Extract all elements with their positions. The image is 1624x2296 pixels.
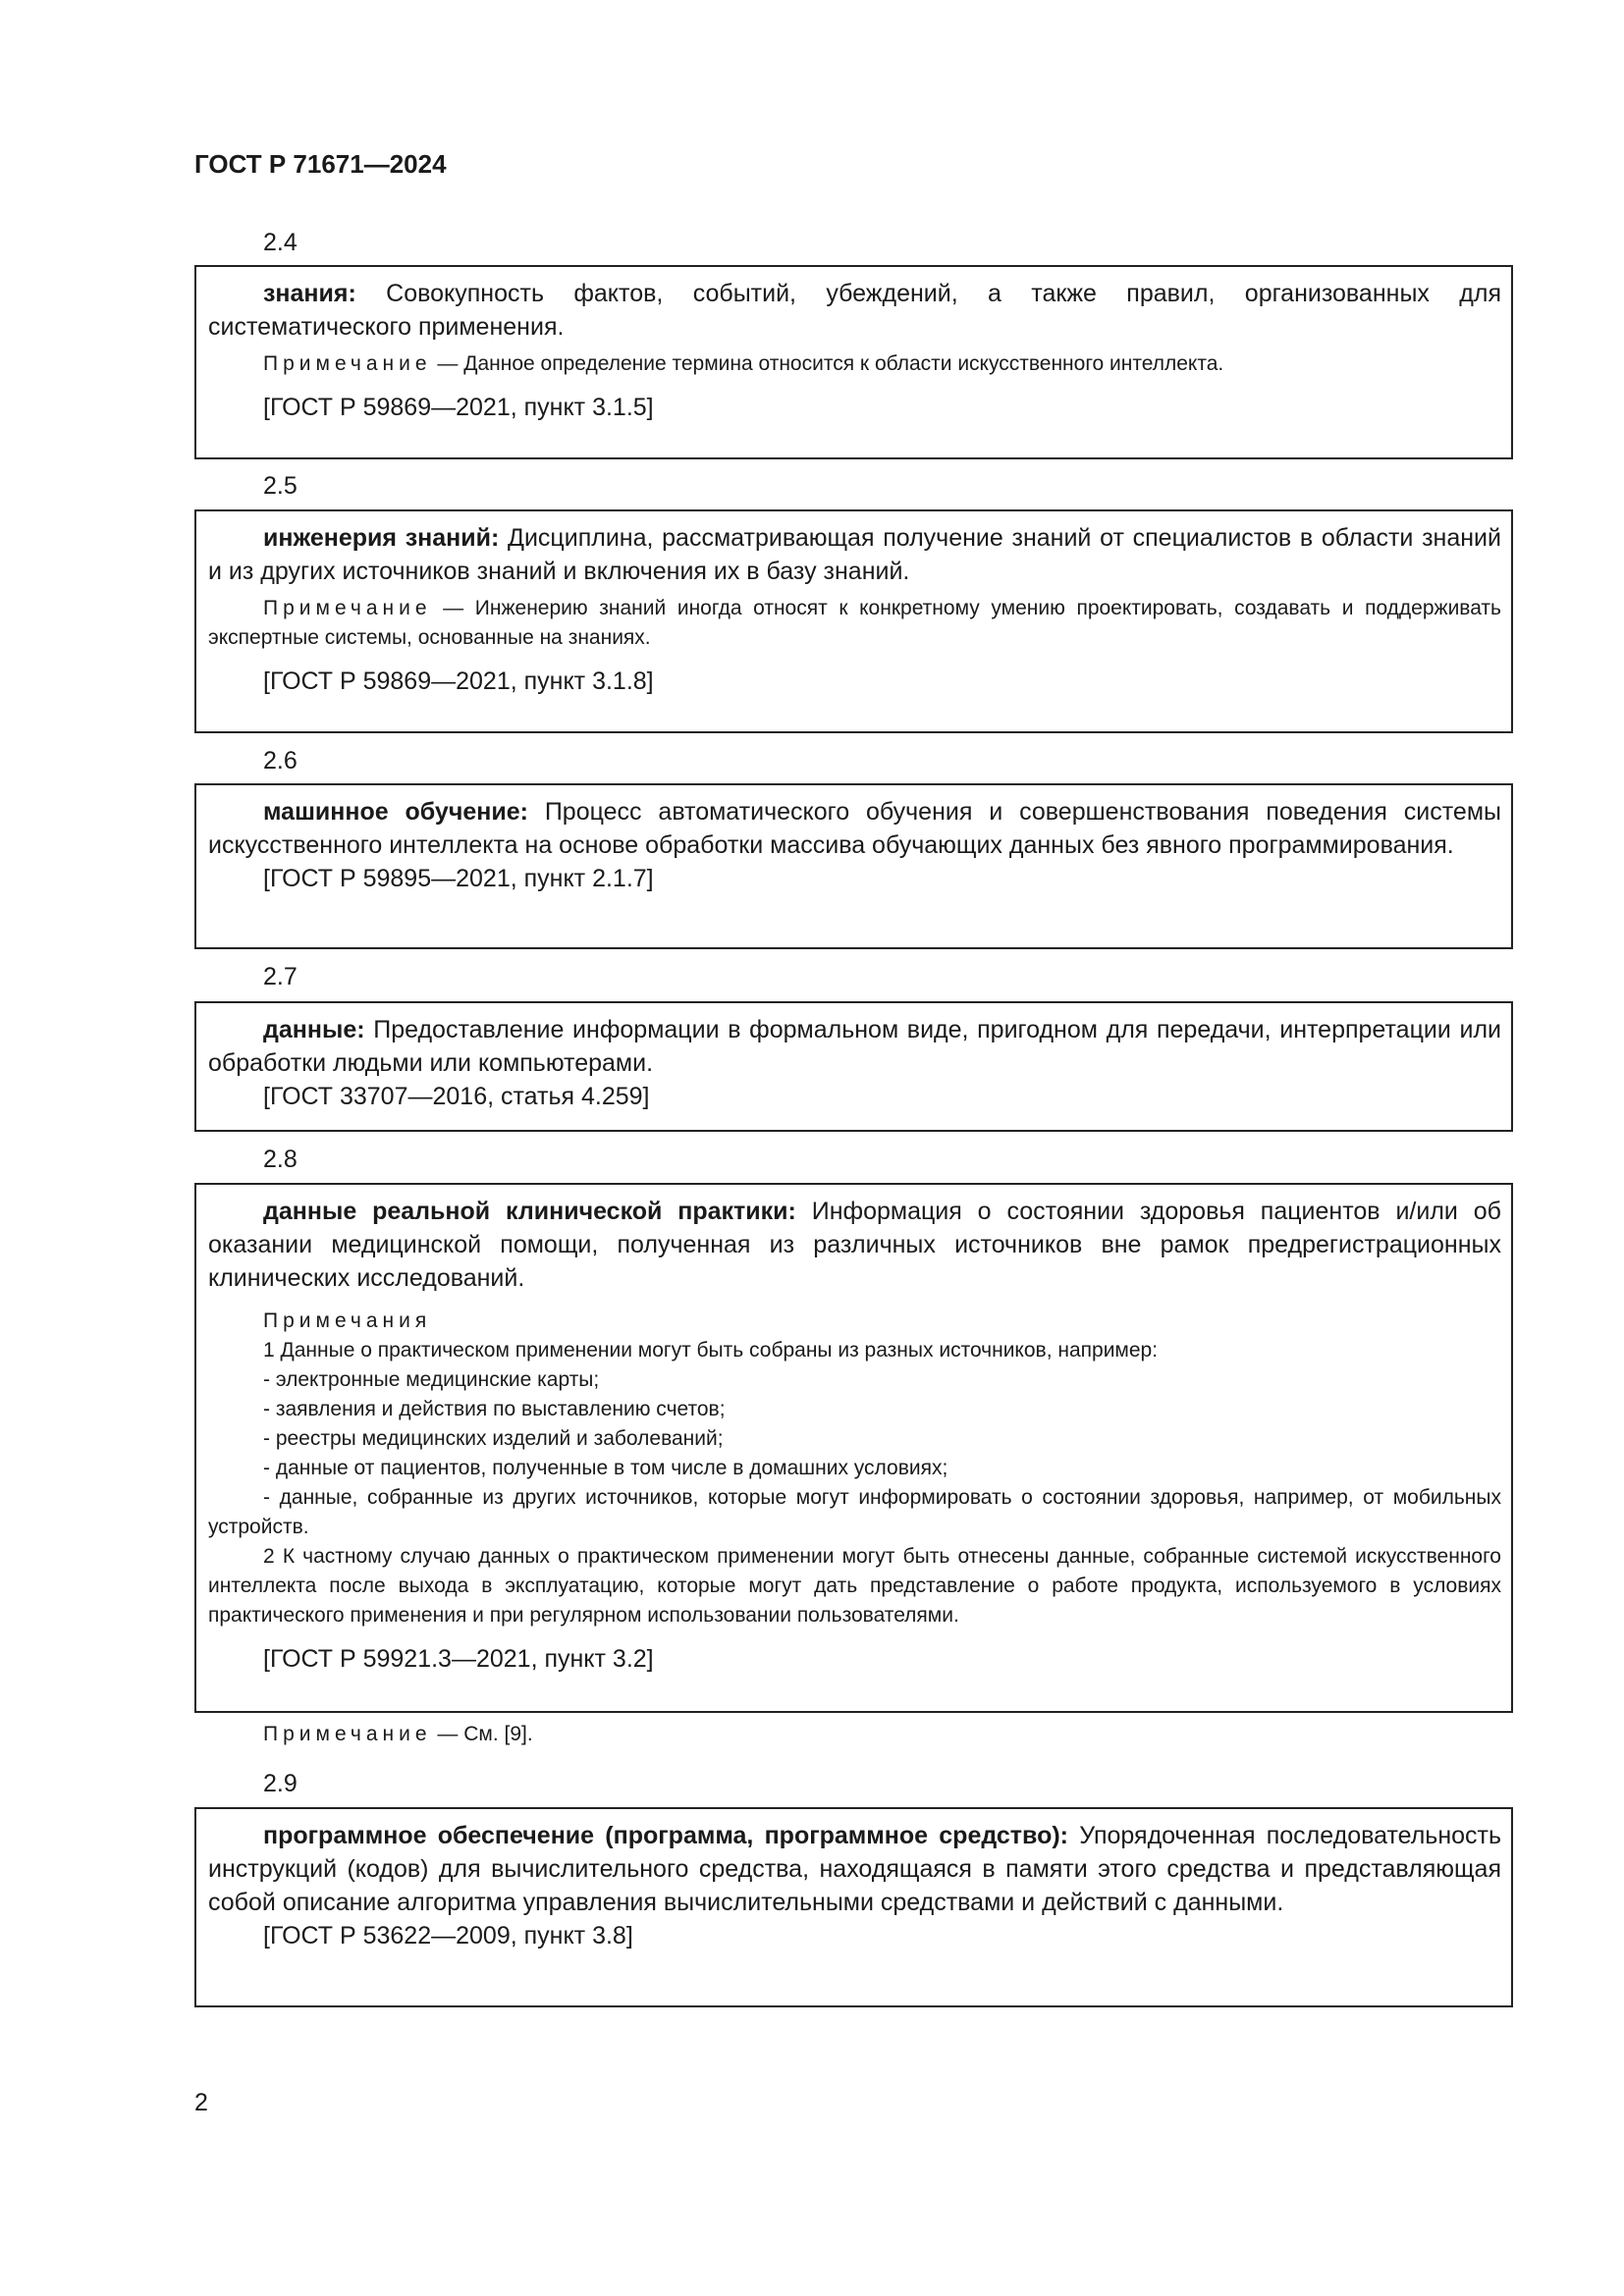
source-ref: [ГОСТ Р 59895—2021, пункт 2.1.7]: [263, 865, 654, 892]
definition: Информация о состоянии здоровья пациентов и/или об оказании медицинской помощи, полученная из различных источников вне рамок предрегистрационных клинических исследований.: [208, 1198, 1501, 1292]
note-item: 1 Данные о практическом применении могут быть собраны из разных источников, например:: [263, 1339, 1159, 1362]
note-label: Примечание: [263, 597, 432, 619]
term-box: [194, 265, 1513, 459]
source-ref: [ГОСТ Р 59869—2021, пункт 3.1.5]: [263, 394, 654, 421]
notes-label: Примечания: [263, 1309, 432, 1332]
page-number: 2: [194, 2089, 208, 2116]
entry-number: 2.9: [263, 1770, 298, 1797]
definition: Предоставление информации в формальном виде, пригодном для передачи, интерпретации или обработки людьми или компьютерами.: [208, 1016, 1501, 1077]
note-text: — Инженерию знаний иногда относят к конкретному умению проектировать, создавать и поддерживать экспертные системы, основанные на знаниях.: [208, 597, 1501, 649]
definition: Упорядоченная последовательность инструкций (кодов) для вычислительного средства, находящаяся в памяти этого средства и представляющая собой описание алгоритма управления вычислительными средствами и действий с данными.: [208, 1822, 1502, 1916]
entry-number: 2.7: [263, 963, 298, 990]
document-header: ГОСТ Р 71671—2024: [194, 149, 447, 179]
definition: Процесс автоматического обучения и совершенствования поведения системы искусственного интеллекта на основе обработки массива обучающих данных без явного программирования.: [208, 798, 1501, 859]
note-text: — Данное определение термина относится к области искусственного интеллекта.: [431, 352, 1224, 375]
entry-number: 2.6: [263, 747, 298, 774]
source-ref: [ГОСТ Р 59921.3—2021, пункт 3.2]: [263, 1645, 654, 1673]
source-ref: [ГОСТ Р 53622—2009, пункт 3.8]: [263, 1922, 633, 1949]
note-item: - данные от пациентов, полученные в том числе в домашних условиях;: [263, 1457, 948, 1479]
term: инженерия знаний:: [263, 524, 500, 552]
entry-number: 2.4: [263, 229, 298, 256]
note-item: - электронные медицинские карты;: [263, 1368, 600, 1391]
definition: Дисциплина, рассматривающая получение знаний от специалистов в области знаний и из других источников знаний и включения их в базу знаний.: [208, 524, 1501, 585]
source-ref: [ГОСТ 33707—2016, статья 4.259]: [263, 1083, 650, 1110]
term-box: [194, 509, 1513, 733]
source-ref: [ГОСТ Р 59869—2021, пункт 3.1.8]: [263, 667, 654, 695]
note-label: Примечание: [263, 1723, 432, 1745]
term-box: [194, 1001, 1513, 1132]
note-text: — См. [9].: [431, 1723, 533, 1745]
term: программное обеспечение (программа, программное средство):: [263, 1822, 1069, 1849]
term: данные реальной клинической практики:: [263, 1198, 796, 1225]
term: данные:: [263, 1016, 365, 1043]
entry-number: 2.8: [263, 1146, 298, 1173]
note-item: - данные, собранные из других источников, которые могут информировать о состоянии здоровья, например, от мобильных устройств.: [208, 1486, 1501, 1538]
note-item: - заявления и действия по выставлению счетов;: [263, 1398, 726, 1420]
term-box: [194, 783, 1513, 949]
note-after-box: [263, 1723, 533, 1746]
term-box: [194, 1183, 1513, 1713]
term: машинное обучение:: [263, 798, 528, 826]
note-label: Примечание: [263, 352, 432, 375]
term-box: [194, 1807, 1513, 2007]
entry-number: 2.5: [263, 472, 298, 500]
note-item: - реестры медицинских изделий и заболеваний;: [263, 1427, 724, 1450]
note-item: 2 К частному случаю данных о практическом применении могут быть отнесены данные, собранные системой искусственного интеллекта после выхода в эксплуатацию, которые могут дать представление о работе продукта, используемого в условиях практического применения и при регулярном использовании пользователями.: [208, 1545, 1501, 1627]
definition: Совокупность фактов, событий, убеждений, а также правил, организованных для систематического применения.: [208, 280, 1501, 341]
term: знания:: [263, 280, 356, 307]
